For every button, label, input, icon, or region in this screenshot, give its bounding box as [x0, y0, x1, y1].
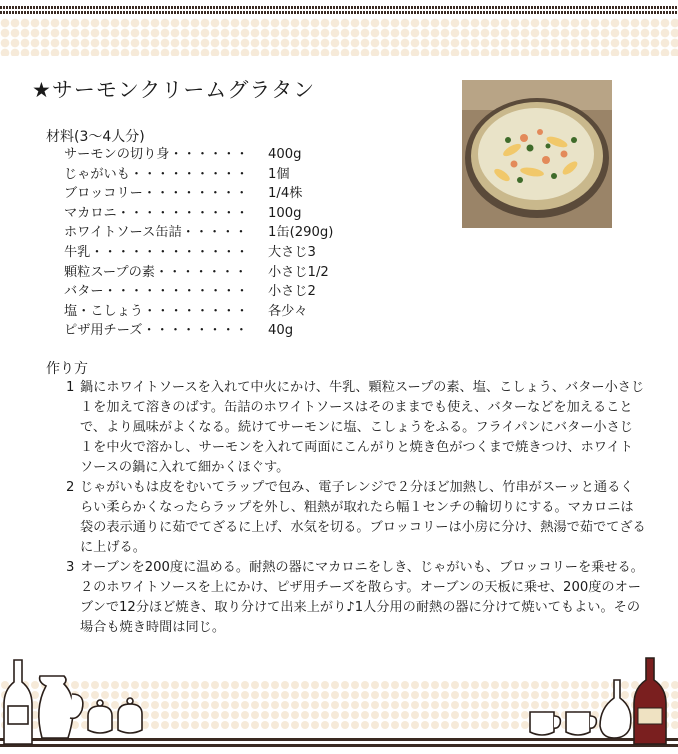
ingredient-name: ピザ用チーズ・・・・・・・・: [64, 323, 248, 339]
ingredient-name: バター・・・・・・・・・・・: [64, 284, 249, 300]
ingredient-row: [64, 184, 364, 204]
top-border-line-1: [0, 6, 678, 9]
ingredient-name: ブロッコリー・・・・・・・・: [64, 186, 249, 202]
ingredient-qty: 40g: [268, 323, 294, 339]
ingredient-name: ホワイトソース缶詰・・・・・: [64, 225, 248, 241]
method-step: [66, 558, 646, 638]
ingredient-row: [64, 321, 364, 341]
ingredient-qty: 1個: [268, 166, 290, 182]
ingredient-qty: 1/4株: [268, 186, 303, 202]
gratin-photo: [462, 80, 612, 228]
ingredient-row: [64, 223, 364, 243]
ingredient-qty: 1缶(290g): [268, 225, 334, 241]
method-step: [66, 378, 646, 478]
wine-bottle-icon: [634, 658, 666, 744]
step-number: 3: [66, 560, 75, 575]
ingredient-name: 牛乳・・・・・・・・・・・・: [64, 244, 249, 260]
ingredient-qty: 400g: [268, 147, 302, 162]
step-number: 1: [66, 380, 75, 395]
ingredient-qty: 各少々: [268, 303, 308, 319]
ingredient-row: [64, 165, 364, 185]
ingredient-row: [64, 282, 364, 302]
ingredient-name: 塩・こしょう・・・・・・・・: [64, 303, 249, 319]
ingredient-name: じゃがいも・・・・・・・・・: [64, 166, 249, 182]
ingredient-row: [64, 145, 364, 165]
method-steps: [66, 378, 646, 638]
ingredient-name: マカロニ・・・・・・・・・・: [64, 205, 249, 221]
ingredient-row: [64, 243, 364, 263]
kitchen-illustration-border: [0, 650, 678, 754]
recipe-title: ★サーモンクリームグラタン: [32, 78, 316, 102]
top-dot-pattern: [0, 18, 678, 56]
top-border-line-2: [0, 11, 678, 14]
step-number: 2: [66, 480, 75, 495]
ingredient-qty: 小さじ1/2: [268, 264, 329, 280]
ingredient-name: 顆粒スープの素・・・・・・・: [64, 264, 248, 280]
wine-bottle-icon: [4, 660, 32, 744]
ingredient-row: [64, 302, 364, 322]
step-text: じゃがいもは皮をむいてラップで包み、電子レンジで２分ほど加熱し、竹串がスーッと通るくらい柔らかくなったらラップを外し、粗熱が取れたら幅１センチの輪切りにする。マカロニは袋の表示通りに茹でてざるに上げ、水気を切る。ブロッコリーは小房に分け、熱湯で茹でてざるに上げる。: [80, 480, 646, 555]
ingredient-row: [64, 204, 364, 224]
ingredient-list: [64, 145, 364, 341]
ingredient-row: [64, 263, 364, 283]
method-step: [66, 478, 646, 558]
ingredient-qty: 小さじ2: [268, 284, 316, 300]
step-text: 鍋にホワイトソースを入れて中火にかけ、牛乳、顆粒スープの素、塩、こしょう、バター小さじ１を加えて溶きのばす。缶詰のホワイトソースはそのままでも使え、バターなどを加えることで、より風味がよくなる。続けてサーモンに塩、こしょうをふる。フライパンにバター小さじ１を中火で溶かし、サーモンを入れて両面にこんがりと焼き色がつくまで焼きつけ、ホワイトソースの鍋に入れて細かくほぐす。: [80, 380, 645, 475]
method-heading: 作り方: [46, 361, 88, 377]
step-text: オーブンを200度に温める。耐熱の器にマカロニをしき、じゃがいも、ブロッコリーを乗せる。２のホワイトソースを上にかけ、ピザ用チーズを散らす。オーブンの天板に乗せ、200度のオーブンで12分ほど焼き、取り分けて出来上がり♪1人分用の耐熱の器に分けて焼いてもよい。その場合も焼き時間は同じ。: [80, 560, 644, 635]
ingredient-qty: 大さじ3: [268, 244, 316, 260]
ingredients-heading: 材料(3～4人分): [46, 129, 145, 145]
ingredient-name: サーモンの切り身・・・・・・: [64, 147, 249, 162]
ingredient-qty: 100g: [268, 205, 302, 221]
